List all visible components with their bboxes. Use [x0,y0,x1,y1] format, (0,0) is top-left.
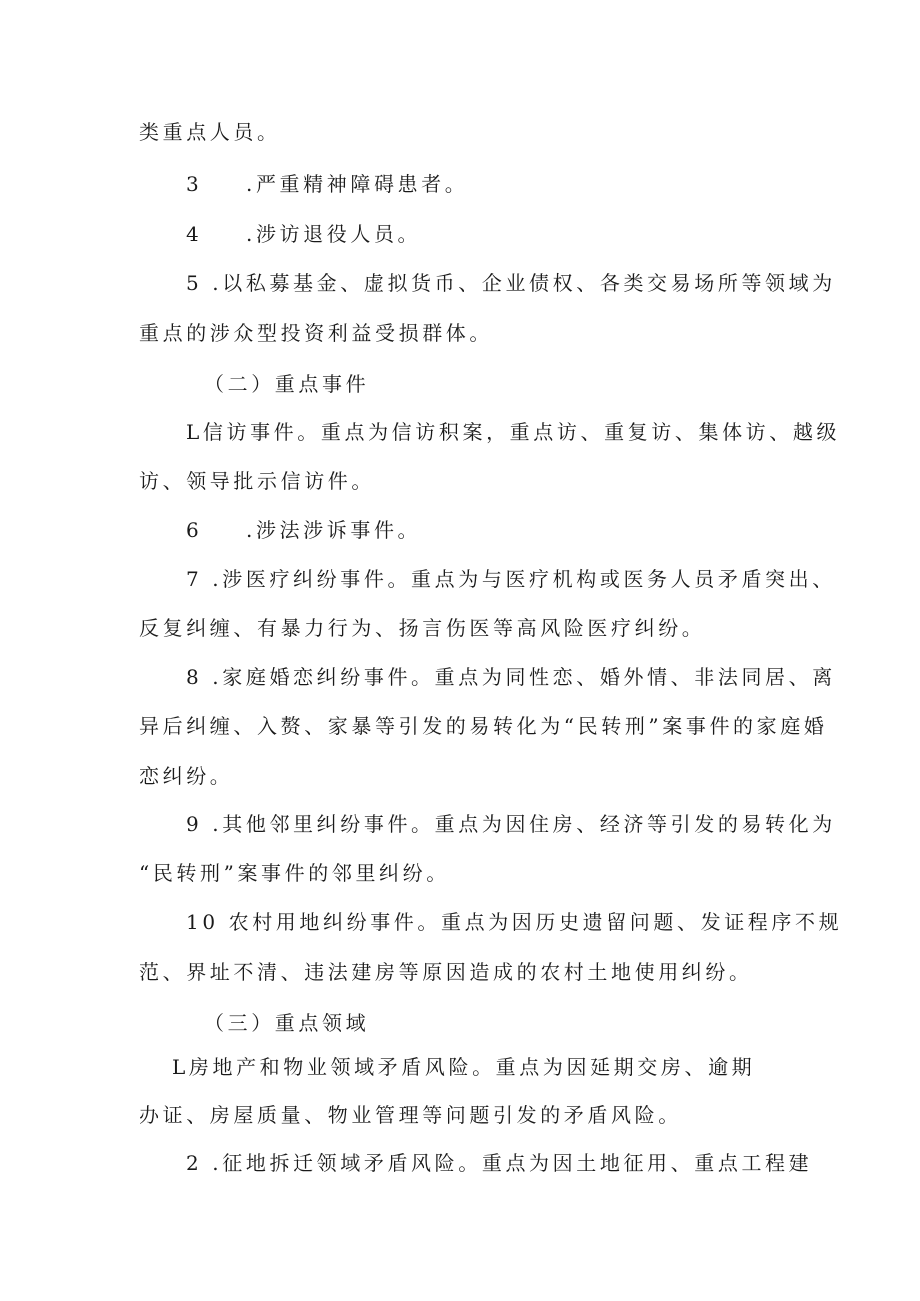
text-line-6: .涉法涉诉事件。 [246,518,422,542]
list-number-4: 4 [186,222,199,246]
list-number-3: 3 [186,172,199,196]
text-line-events-1b: 访、领导批示信访件。 [139,469,375,493]
section-heading-events: （二）重点事件 [204,372,370,396]
text-line-7a: 7 .涉医疗纠纷事件。重点为与医疗机构或医务人员矛盾突出、 [186,567,836,591]
text-line-domains-2a: 2 .征地拆迁领域矛盾风险。重点为因土地征用、重点工程建 [186,1151,813,1175]
text-line-domains-1b: 办证、房屋质量、物业管理等问题引发的矛盾风险。 [139,1103,682,1127]
section-heading-domains: （三）重点领域 [204,1011,370,1035]
text-line-8b: 异后纠缠、入赘、家暴等引发的易转化为“民转刑”案事件的家庭婚 [139,714,828,738]
text-line-8c: 恋纠纷。 [139,764,234,788]
text-line-9a: 9 .其他邻里纠纷事件。重点为因住房、经济等引发的易转化为 [186,812,836,836]
list-number-6: 6 [186,518,199,542]
text-line-4: .涉访退役人员。 [246,222,422,246]
text-line-9b: “民转刑”案事件的邻里纠纷。 [139,861,450,885]
text-line-1: 类重点人员。 [139,120,281,144]
text-line-domains-1a: L房地产和物业领域矛盾风险。重点为因延期交房、逾期 [172,1055,756,1079]
text-line-10a: 10 农村用地纠纷事件。重点为因历史遗留问题、发证程序不规 [186,910,843,934]
text-line-5a: 5 .以私募基金、虚拟货币、企业债权、各类交易场所等领域为 [186,271,836,295]
text-line-8a: 8 .家庭婚恋纠纷事件。重点为同性恋、婚外情、非法同居、离 [186,665,836,689]
text-line-5b: 重点的涉众型投资利益受损群体。 [139,321,493,345]
text-line-3: .严重精神障碍患者。 [246,172,469,196]
text-line-events-1a: L信访事件。重点为信访积案，重点访、重复访、集体访、越级 [186,420,841,444]
text-line-7b: 反复纠缠、有暴力行为、扬言伤医等高风险医疗纠纷。 [139,616,706,640]
text-line-10b: 范、界址不清、违法建房等原因造成的农村土地使用纠纷。 [139,960,753,984]
